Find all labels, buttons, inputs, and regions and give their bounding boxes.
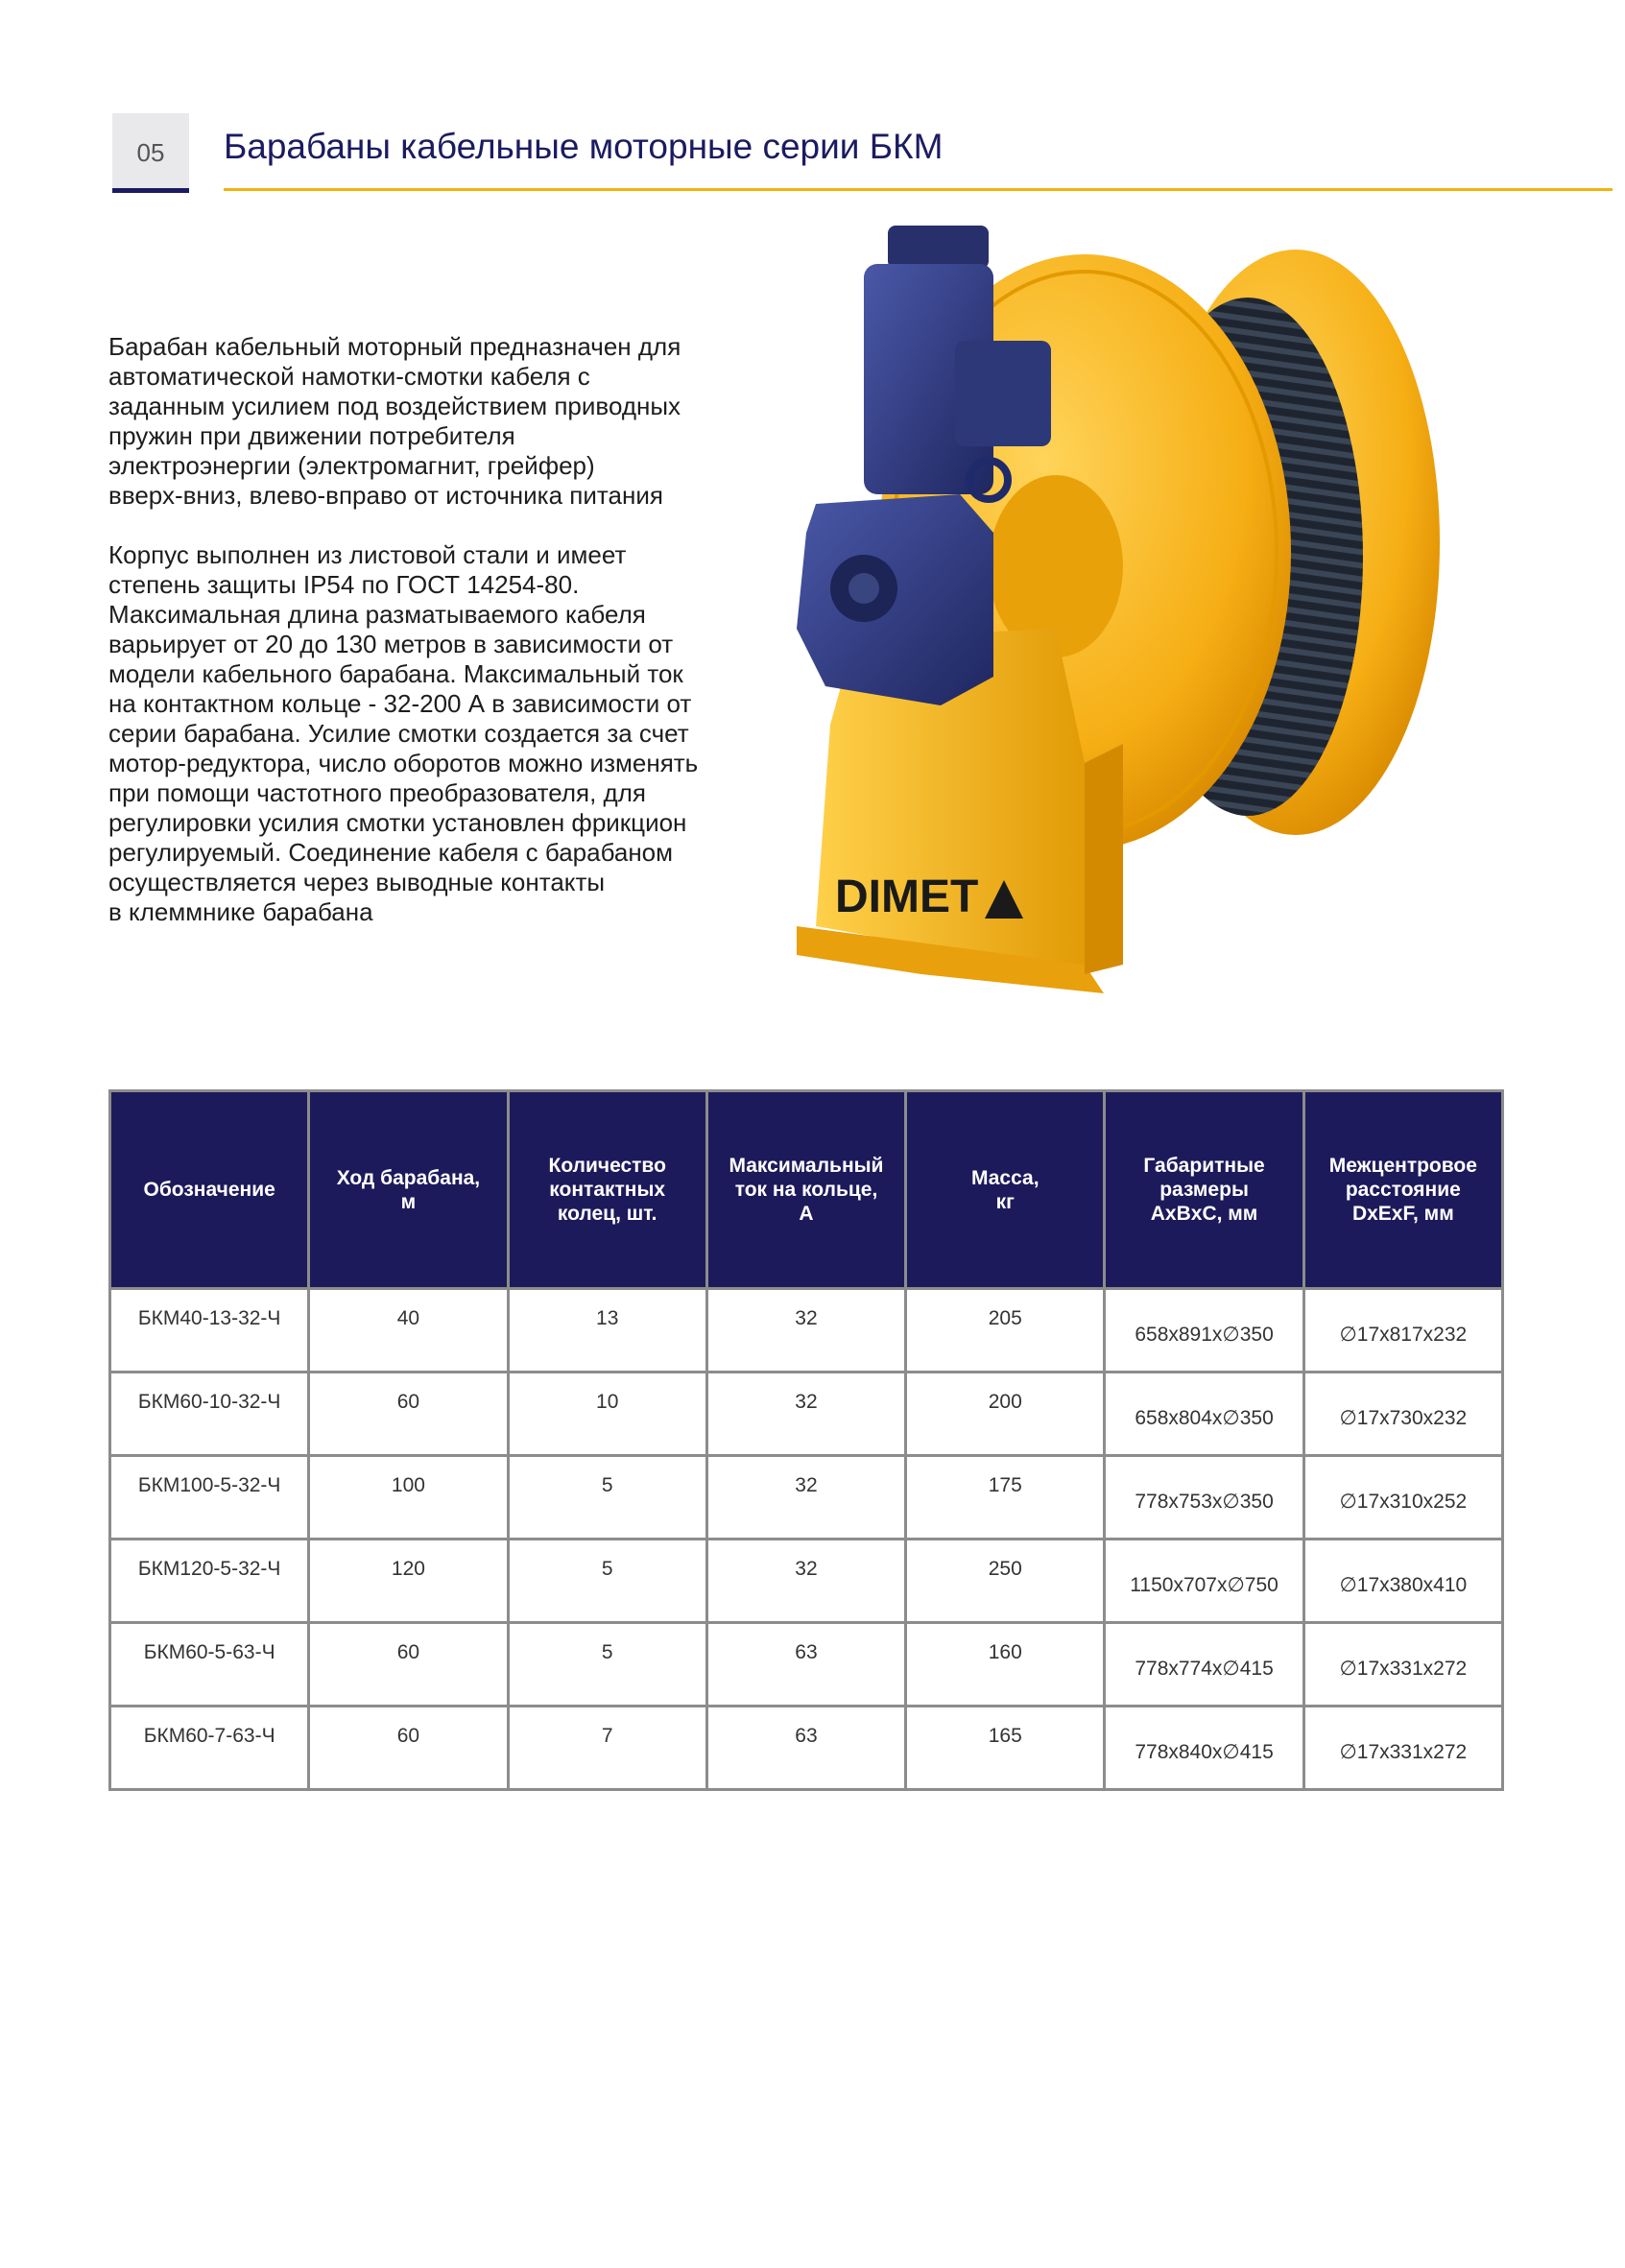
table-row xyxy=(110,1456,1503,1540)
cell-travel: 60 xyxy=(309,1707,508,1790)
header-dimensions: Габаритные размеры АxBxC, мм xyxy=(1105,1091,1303,1289)
cell-ring-count: 7 xyxy=(508,1707,706,1790)
header-travel: Ход барабана, м xyxy=(309,1091,508,1289)
cell-max-current: 32 xyxy=(706,1540,905,1623)
cell-dimensions: 1150x707x∅750 xyxy=(1105,1540,1303,1623)
cell-designation: БКМ120-5-32-Ч xyxy=(110,1540,309,1623)
cell-travel: 60 xyxy=(309,1373,508,1456)
cell-dimensions: 778x753x∅350 xyxy=(1105,1456,1303,1540)
header-max-current: Максимальный ток на кольце, А xyxy=(706,1091,905,1289)
page-number-underline xyxy=(112,188,189,193)
brand-logo: DIMET xyxy=(835,871,979,922)
cell-designation: БКМ100-5-32-Ч xyxy=(110,1456,309,1540)
cell-ring-count: 13 xyxy=(508,1289,706,1373)
cell-max-current: 32 xyxy=(706,1289,905,1373)
cell-mass: 165 xyxy=(906,1707,1105,1790)
cell-ring-count: 5 xyxy=(508,1456,706,1540)
cell-mass: 160 xyxy=(906,1623,1105,1707)
cell-designation: БКМ60-7-63-Ч xyxy=(110,1707,309,1790)
cell-designation: БКМ40-13-32-Ч xyxy=(110,1289,309,1373)
description-paragraph-2: Корпус выполнен из листовой стали и имеет степень защиты IP54 по ГОСТ 14254-80. Максимальная длина разматываемого кабеля варьирует от 20 до 130 метров в зависимости от модели кабельного барабана. Максимальный ток на контактном кольце - 32-200 А в зависимости от серии барабана. Усилие смотки создается за счет мотор-редуктора, число оборотов можно изменять при помощи частотного преобразователя, для регулировки усилия смотки установлен фрикцион регулируемый. Соединение кабеля с барабаном осуществляется через выводные контакты в клеммнике барабана xyxy=(108,540,699,926)
cell-mass: 250 xyxy=(906,1540,1105,1623)
description xyxy=(108,332,761,957)
header-center-distance: Межцентровое расстояние DxExF, мм xyxy=(1303,1091,1502,1289)
cell-travel: 60 xyxy=(309,1623,508,1707)
cell-center-distance: ∅17x310x252 xyxy=(1303,1456,1502,1540)
table-row xyxy=(110,1623,1503,1707)
cell-center-distance: ∅17x817x232 xyxy=(1303,1289,1502,1373)
table-row xyxy=(110,1289,1503,1373)
cell-max-current: 32 xyxy=(706,1373,905,1456)
cell-ring-count: 5 xyxy=(508,1540,706,1623)
table-row xyxy=(110,1373,1503,1456)
cell-dimensions: 778x774x∅415 xyxy=(1105,1623,1303,1707)
cell-center-distance: ∅17x730x232 xyxy=(1303,1373,1502,1456)
spec-table xyxy=(108,1089,1504,1791)
description-paragraph-1: Барабан кабельный моторный предназначен для автоматической намотки-смотки кабеля с заданным усилием под воздействием приводных пружин при движении потребителя электроэнергии (электромагнит, грейфер) вверх-вниз, влево-вправо от источника питания xyxy=(108,332,681,510)
cell-travel: 40 xyxy=(309,1289,508,1373)
page-title: Барабаны кабельные моторные серии БКМ xyxy=(224,127,944,166)
cell-dimensions: 658x891x∅350 xyxy=(1105,1289,1303,1373)
cell-max-current: 63 xyxy=(706,1623,905,1707)
cell-ring-count: 5 xyxy=(508,1623,706,1707)
cell-dimensions: 778x840x∅415 xyxy=(1105,1707,1303,1790)
cell-ring-count: 10 xyxy=(508,1373,706,1456)
page-number: 05 xyxy=(112,113,189,192)
table-row xyxy=(110,1707,1503,1790)
cell-max-current: 32 xyxy=(706,1456,905,1540)
motor-fan-cover xyxy=(888,226,989,269)
cell-center-distance: ∅17x380x410 xyxy=(1303,1540,1502,1623)
cell-travel: 100 xyxy=(309,1456,508,1540)
cell-dimensions: 658x804x∅350 xyxy=(1105,1373,1303,1456)
table-row xyxy=(110,1540,1503,1623)
terminal-box xyxy=(955,341,1051,446)
table-header-row xyxy=(110,1091,1503,1289)
title-divider xyxy=(224,188,1613,191)
cell-designation: БКМ60-5-63-Ч xyxy=(110,1623,309,1707)
cell-center-distance: ∅17x331x272 xyxy=(1303,1707,1502,1790)
header-designation: Обозначение xyxy=(110,1091,309,1289)
header-ring-count: Количество контактных колец, шт. xyxy=(508,1091,706,1289)
cell-travel: 120 xyxy=(309,1540,508,1623)
product-image xyxy=(797,226,1507,1032)
cell-mass: 175 xyxy=(906,1456,1105,1540)
header-mass: Масса, кг xyxy=(906,1091,1105,1289)
cell-mass: 205 xyxy=(906,1289,1105,1373)
cell-designation: БКМ60-10-32-Ч xyxy=(110,1373,309,1456)
cell-center-distance: ∅17x331x272 xyxy=(1303,1623,1502,1707)
cell-mass: 200 xyxy=(906,1373,1105,1456)
cell-max-current: 63 xyxy=(706,1707,905,1790)
